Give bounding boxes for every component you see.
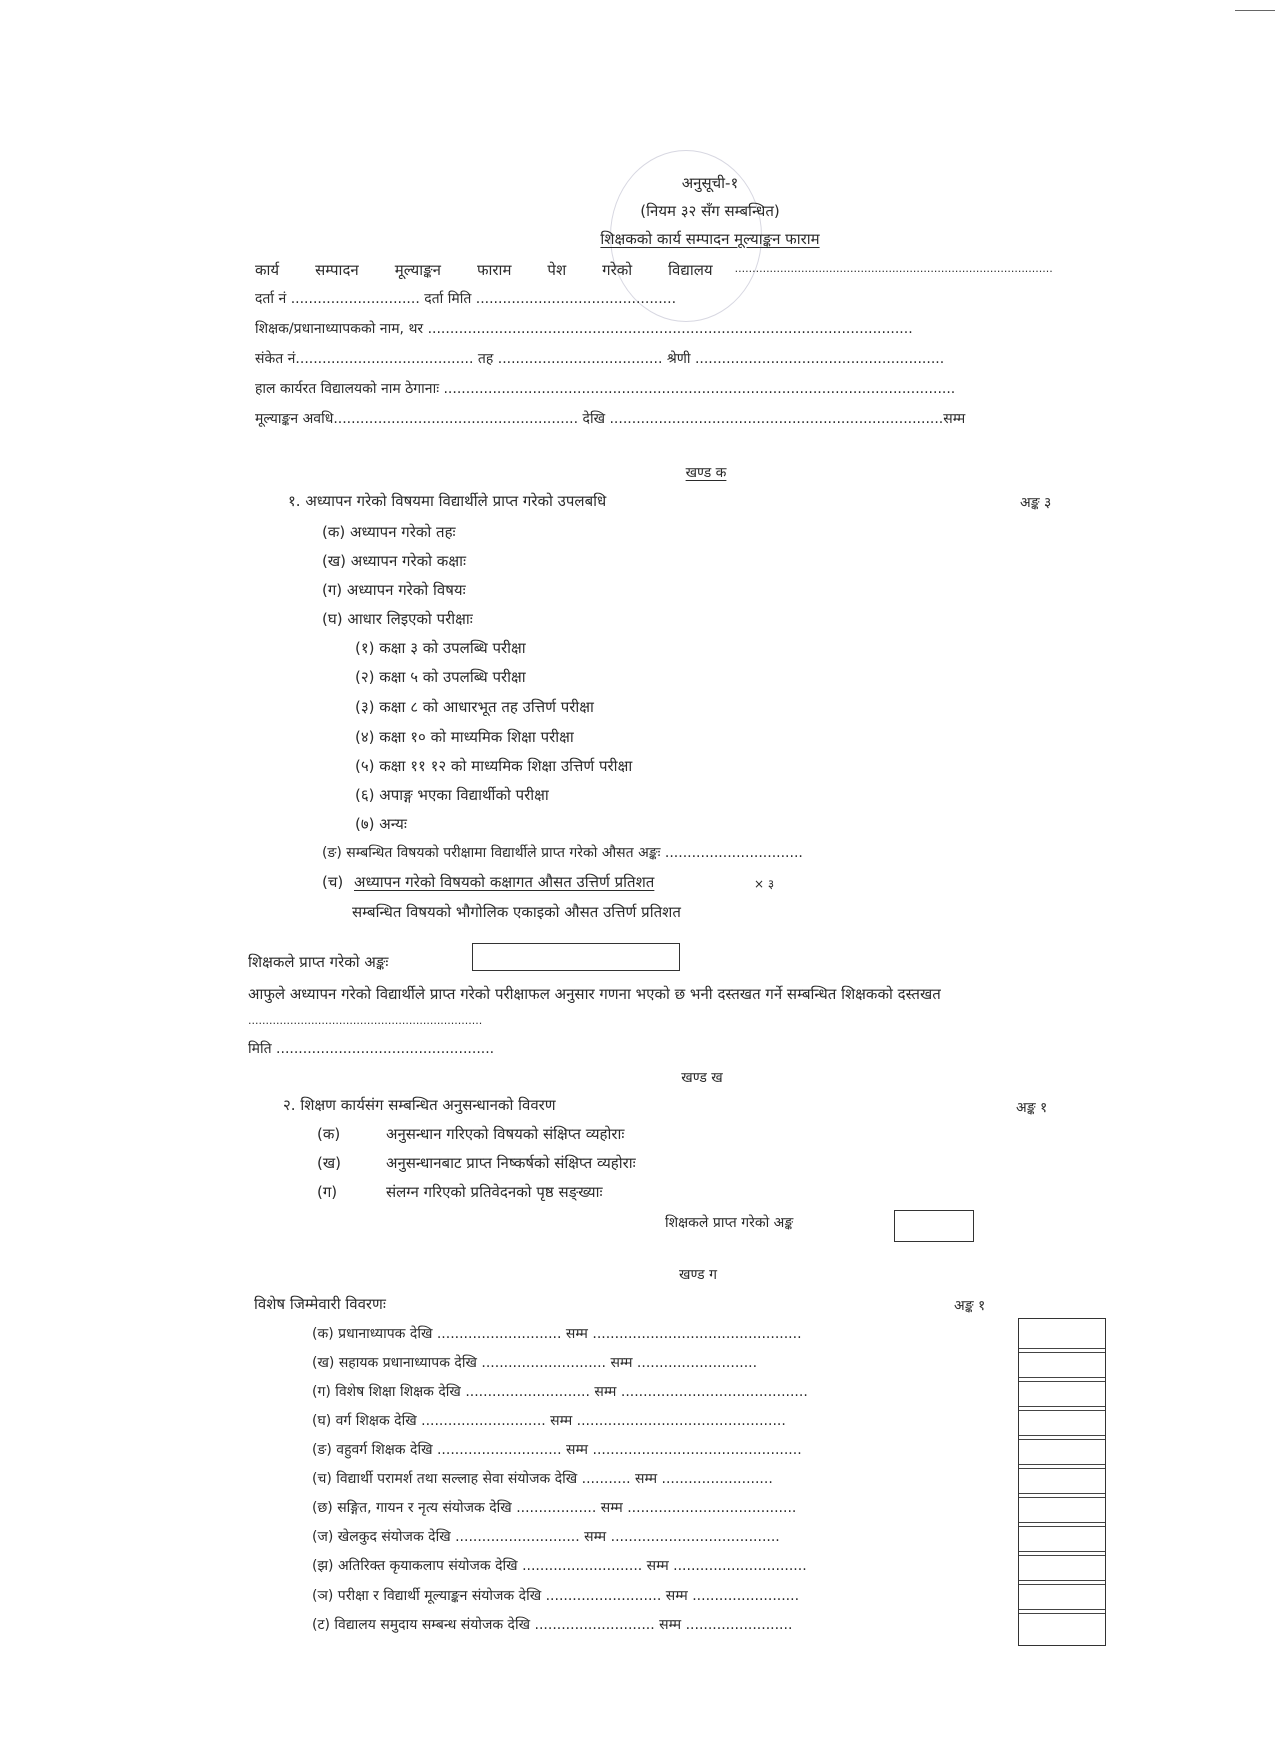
date-line: मिति ................................................. xyxy=(248,1041,495,1057)
exam-item: (१) कक्षा ३ को उपलब्धि परीक्षा xyxy=(355,639,526,657)
research-item-label: (क) xyxy=(317,1125,341,1143)
registration-line: दर्ता नं ............................. दर्ता मिति ............................................. xyxy=(255,291,677,307)
cell-divider xyxy=(1019,1352,1105,1353)
cell-divider xyxy=(1019,1381,1105,1382)
responsibility-row: (ञ) परीक्षा र विद्यार्थी मूल्याङ्कन संयोजक देखि .......................... सम्म ........................ xyxy=(312,1588,800,1604)
section-kha-heading: खण्ड ख xyxy=(681,1070,723,1086)
info-word: मूल्याङ्कन xyxy=(394,261,441,279)
info-word: गरेको xyxy=(602,261,633,279)
cell-divider xyxy=(1019,1348,1105,1349)
info-line-1 xyxy=(255,263,1175,278)
cell-divider xyxy=(1019,1526,1105,1527)
research-item-text: संलग्न गरिएको प्रतिवेदनको पृष्ठ सङ्ख्याः xyxy=(386,1183,603,1201)
cell-divider xyxy=(1019,1497,1105,1498)
sub-item: (घ) आधार लिइएको परीक्षाः xyxy=(322,610,473,628)
responsibility-row: (ट) विद्यालय समुदाय सम्बन्ध संयोजक देखि ........................... सम्म ........................ xyxy=(312,1617,793,1633)
average-marks-line: (ङ) सम्बन्धित विषयको परीक्षामा विद्यार्थीले प्राप्त गरेको औसत अङ्कः ............................... xyxy=(322,845,803,861)
responsibility-row: (झ) अतिरिक्त कृयाकलाप संयोजक देखि ........................... सम्म .............................. xyxy=(312,1558,807,1574)
research-item-text: अनुसन्धानबाट प्राप्त निष्कर्षको संक्षिप्त व्यहोराः xyxy=(386,1154,636,1172)
section-ga-heading: खण्ड ग xyxy=(679,1267,717,1283)
cell-divider xyxy=(1019,1406,1105,1407)
research-item-label: (ख) xyxy=(317,1154,341,1172)
rule-reference: (नियम ३२ सँग सम्बन्धित) xyxy=(640,202,780,220)
sub-item: (क) अध्यापन गरेको तहः xyxy=(322,523,456,541)
cell-divider xyxy=(1019,1609,1105,1610)
pass-rate-numerator: अध्यापन गरेको विषयको कक्षागत औसत उत्तिर्ण प्रतिशत xyxy=(354,873,655,891)
cha-prefix: (च) xyxy=(322,873,344,891)
info-word: विद्यालय xyxy=(668,261,713,279)
cell-divider xyxy=(1019,1464,1105,1465)
cell-divider xyxy=(1019,1555,1105,1556)
item-1-marks: अङ्क ३ xyxy=(1020,495,1052,511)
exam-item: (४) कक्षा १० को माध्यमिक शिक्षा परीक्षा xyxy=(355,728,574,746)
exam-item: (२) कक्षा ५ को उपलब्धि परीक्षा xyxy=(355,668,526,686)
responsibility-row: (क) प्रधानाध्यापक देखि ............................ सम्म ............................................... xyxy=(312,1326,802,1342)
info-word: फाराम xyxy=(476,261,512,279)
current-school-line: हाल कार्यरत विद्यालयको नाम ठेगानाः ................................................................................................................... xyxy=(255,381,956,397)
form-title: शिक्षकको कार्य सम्पादन मूल्याङ्कन फाराम xyxy=(600,230,820,248)
score-box-ka[interactable] xyxy=(472,943,680,971)
cell-divider xyxy=(1019,1435,1105,1436)
score-label-kha: शिक्षकले प्राप्त गरेको अङ्क xyxy=(665,1215,794,1231)
info-word: पेश xyxy=(547,261,567,279)
cell-divider xyxy=(1019,1522,1105,1523)
exam-item: (७) अन्यः xyxy=(355,815,407,833)
responsibility-row: (ख) सहायक प्रधानाध्यापक देखि ............................ सम्म ........................... xyxy=(312,1355,758,1371)
research-item-label: (ग) xyxy=(317,1183,338,1201)
exam-item: (५) कक्षा ११ १२ को माध्यमिक शिक्षा उत्तिर्ण परीक्षा xyxy=(355,757,633,775)
section-ga-marks: अङ्क १ xyxy=(954,1298,986,1314)
cell-divider xyxy=(1019,1493,1105,1494)
code-level-line: संकेत नं........................................ तह ..................................... श्रेणी ........................................................ xyxy=(255,351,945,367)
responsibility-row: (ज) खेलकुद संयोजक देखि ............................ सम्म ...................................... xyxy=(312,1529,780,1545)
info-word: सम्पादन xyxy=(315,261,359,279)
score-box-kha[interactable] xyxy=(894,1210,974,1242)
cell-divider xyxy=(1019,1580,1105,1581)
cell-divider xyxy=(1019,1613,1105,1614)
special-responsibility-title: विशेष जिम्मेवारी विवरणः xyxy=(254,1295,386,1313)
marks-column-box[interactable] xyxy=(1018,1318,1106,1646)
school-name-dots: ........................................................................................... xyxy=(734,262,1053,275)
score-label-ka: शिक्षकले प्राप्त गरेको अङ्कः xyxy=(248,953,389,971)
exam-item: (६) अपाङ्ग भएका विद्यार्थीको परीक्षा xyxy=(355,786,549,804)
exam-item: (३) कक्षा ८ को आधारभूत तह उत्तिर्ण परीक्षा xyxy=(355,698,594,716)
annex-label: अनुसूची-१ xyxy=(681,174,739,192)
research-item-text: अनुसन्धान गरिएको विषयको संक्षिप्त व्यहोराः xyxy=(386,1125,625,1143)
teacher-name-line: शिक्षक/प्रधानाध्यापकको नाम, थर ............................................................................................................. xyxy=(255,321,913,337)
pass-rate-denominator: सम्बन्धित विषयको भौगोलिक एकाइको औसत उत्तिर्ण प्रतिशत xyxy=(352,903,681,921)
cell-divider xyxy=(1019,1377,1105,1378)
responsibility-row: (च) विद्यार्थी परामर्श तथा सल्लाह सेवा संयोजक देखि ........... सम्म ......................... xyxy=(312,1471,773,1487)
cell-divider xyxy=(1019,1584,1105,1585)
item-1-title: १. अध्यापन गरेको विषयमा विद्यार्थीले प्राप्त गरेको उपलबधि xyxy=(288,492,607,510)
multiplier: × ३ xyxy=(754,877,775,891)
item-2-marks: अङ्क १ xyxy=(1016,1100,1048,1116)
section-ka-heading: खण्ड क xyxy=(685,465,727,481)
item-2-title: २. शिक्षण कार्यसंग सम्बन्धित अनुसन्धानको विवरण xyxy=(283,1096,556,1114)
cell-divider xyxy=(1019,1439,1105,1440)
cell-divider xyxy=(1019,1468,1105,1469)
signature-dots: ................................................................... xyxy=(248,1014,483,1027)
evaluation-period-line: मूल्याङ्कन अवधि....................................................... देखि ...........................................................................सम्म xyxy=(255,411,966,427)
sub-item: (ग) अध्यापन गरेको विषयः xyxy=(322,581,466,599)
declaration-text: आफुले अध्यापन गरेको विद्यार्थीले प्राप्त गरेको परीक्षाफल अनुसार गणना भएको छ भनी दस्तखत गर्ने सम्बन्धित शिक्षकको दस्तखत xyxy=(248,985,941,1003)
cell-divider xyxy=(1019,1410,1105,1411)
responsibility-row: (छ) सङ्गित, गायन र नृत्य संयोजक देखि .................. सम्म ...................................... xyxy=(312,1500,797,1516)
sub-item: (ख) अध्यापन गरेको कक्षाः xyxy=(322,552,466,570)
responsibility-row: (घ) वर्ग शिक्षक देखि ............................ सम्म ............................................... xyxy=(312,1413,786,1429)
info-word: कार्य xyxy=(255,261,280,279)
scan-edge-mark xyxy=(1235,10,1275,11)
cell-divider xyxy=(1019,1551,1105,1552)
responsibility-row: (ग) विशेष शिक्षा शिक्षक देखि ............................ सम्म .......................................... xyxy=(312,1384,808,1400)
responsibility-row: (ङ) वहुवर्ग शिक्षक देखि ............................ सम्म ............................................... xyxy=(312,1442,802,1458)
